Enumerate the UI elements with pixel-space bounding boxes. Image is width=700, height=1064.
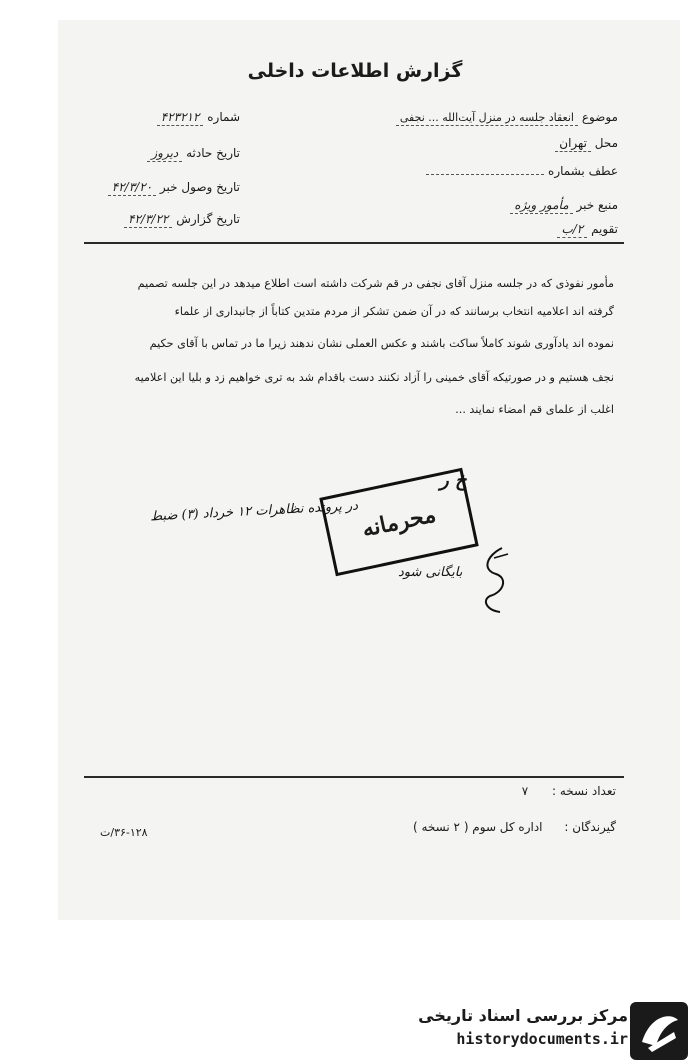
- stamp-annotation: خ ر: [440, 470, 467, 491]
- field-incident-date-label: تاریخ حادثه: [186, 146, 240, 160]
- field-subject-value: انعقاد جلسه در منزل آیت‌الله ... نجفی: [396, 111, 578, 126]
- signature-scribble: [468, 544, 528, 618]
- recipients-value: اداره کل سوم ( ۲ نسخه ): [413, 820, 543, 834]
- field-received-date-label: تاریخ وصول خبر: [159, 180, 240, 194]
- recipients: [413, 820, 616, 834]
- body-line: نموده اند یادآوری شوند کاملاً ساکت باشند و عکس العملی نشان ندهند زیرا ما در تماس با آقای حکیم: [149, 337, 614, 350]
- field-source-value: مأمور ویژه: [510, 198, 572, 214]
- field-number: [157, 110, 240, 124]
- field-subject: [396, 110, 618, 124]
- field-calendar: [557, 222, 618, 236]
- field-number-value: ۴۲۳۲۱۲: [157, 110, 204, 126]
- copies: [522, 784, 616, 798]
- field-report-date-label: تاریخ گزارش: [176, 212, 240, 226]
- field-incident-date: [147, 146, 240, 160]
- archive-logo-icon: [630, 1002, 688, 1060]
- handwritten-note-archive: بایگانی شود: [398, 565, 463, 580]
- footer-divider: [84, 776, 624, 778]
- field-source: [510, 198, 618, 212]
- document-title: گزارش اطلاعات داخلی: [247, 60, 463, 82]
- field-location: [555, 136, 618, 150]
- handwritten-note: در پرونده نظاهرات ۱۲ خرداد (۳) ضبط: [149, 498, 359, 525]
- archive-url[interactable]: historydocuments.ir: [456, 1030, 628, 1048]
- field-calendar-label: تقویم: [591, 222, 618, 236]
- field-calendar-value: ۲/ب: [557, 222, 587, 238]
- archive-name: مرکز بررسی اسناد تاریخی: [418, 1006, 628, 1025]
- field-number-label: شماره: [207, 110, 240, 124]
- field-received-date: [108, 180, 240, 194]
- field-location-value: تهران: [555, 136, 591, 152]
- field-location-label: محل: [594, 136, 618, 150]
- field-source-label: منبع خبر: [576, 198, 618, 212]
- field-reference-label: عطف بشماره: [548, 164, 618, 178]
- body-line: مأمور نفوذی که در جلسه منزل آقای نجفی در قم شرکت داشته است اطلاع میدهد در این جلسه تصمیم: [137, 277, 614, 290]
- copies-label: تعداد نسخه :: [551, 784, 616, 798]
- field-reference: [426, 164, 618, 178]
- header-divider: [84, 242, 624, 244]
- field-reference-value: [426, 173, 544, 175]
- field-report-date: [124, 212, 240, 226]
- field-received-date-value: ۴۲/۳/۲۰: [108, 180, 156, 196]
- field-incident-date-value: دیروز: [147, 146, 182, 162]
- field-subject-label: موضوع: [581, 110, 618, 124]
- field-report-date-value: ۴۲/۳/۲۲: [124, 212, 172, 228]
- recipients-label: گیرندگان :: [564, 820, 616, 834]
- body-line: نجف هستیم و در صورتیکه آقای خمینی را آزاد نکنند دست باقدام شد به تری خواهیم زد و بلیا این اعلامیه: [134, 371, 614, 384]
- body-line: اغلب از علمای قم امضاء نمایند ...: [455, 403, 614, 416]
- copies-value: ۷: [521, 784, 529, 798]
- body-line: گرفته اند اعلامیه انتخاب برسانند که در آن ضمن تشکر از مردم متدین کتاباً از جانبداری از علماء: [174, 305, 614, 318]
- stamp-text: محرمانه: [359, 501, 439, 543]
- file-code: ۳۶-۱۲۸/ت: [100, 826, 148, 839]
